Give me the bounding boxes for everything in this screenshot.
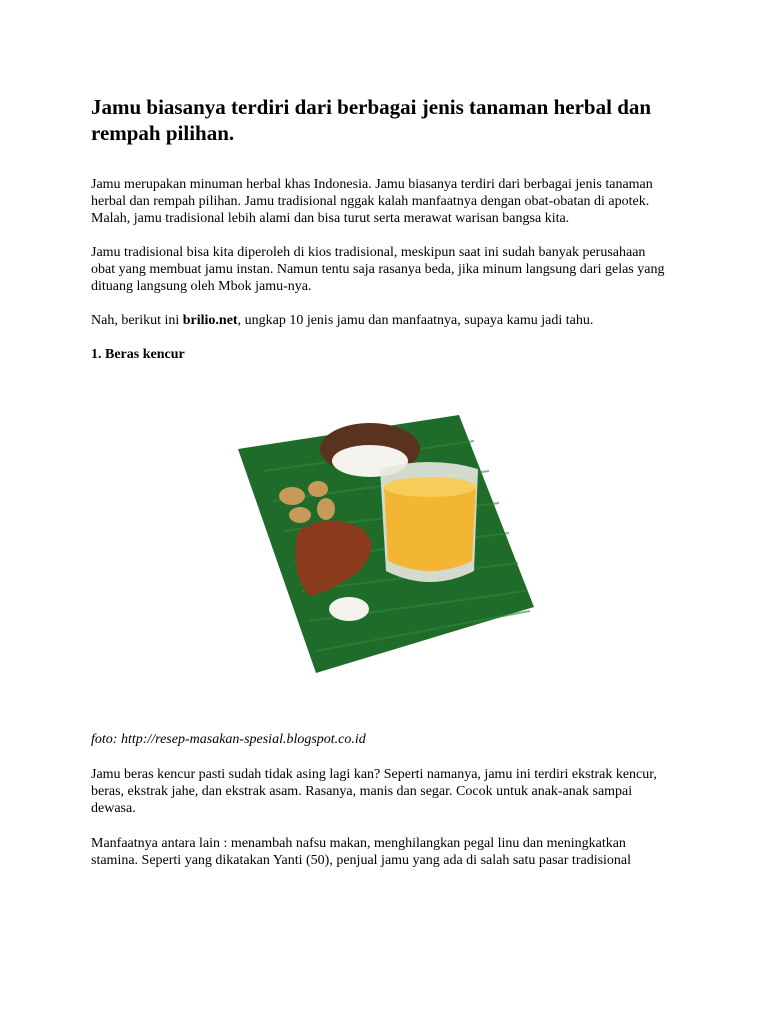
paragraph-beras-kencur: Jamu beras kencur pasti sudah tidak asing lagi kan? Seperti namanya, jamu ini terdiri ekstrak kencur, beras, ekstrak jahe, dan ekstrak asam. Rasanya, manis dan segar. Cocok untuk anak-anak sampai dewasa. bbox=[91, 767, 657, 816]
paragraph-text: Nah, berikut ini bbox=[91, 313, 183, 328]
paragraph-manfaat: Manfaatnya antara lain : menambah nafsu makan, menghilangkan pegal linu dan meningkatkan stamina. Seperti yang dikatakan Yanti (50), penjual jamu yang ada di salah satu pasar tradisional bbox=[91, 836, 632, 868]
paragraph-intro: Jamu merupakan minuman herbal khas Indonesia. Jamu biasanya terdiri dari berbagai jenis tanaman herbal dan rempah pilihan. Jamu tradisional nggak kalah manfaatnya dengan obat-obatan di apotek. Malah, jamu tradisional lebih alami dan bisa turut serta merawat warisan bangsa kita. bbox=[91, 177, 653, 226]
paragraph-list-intro bbox=[91, 312, 671, 329]
paragraph-kios: Jamu tradisional bisa kita diperoleh di kios tradisional, meskipun saat ini sudah banyak perusahaan obat yang membuat jamu instan. Namun tentu saja rasanya beda, jika minum langsung dari gelas yang dituang langsung oleh Mbok jamu-nya. bbox=[91, 245, 665, 294]
article-body bbox=[91, 94, 671, 869]
section-heading: 1. Beras kencur bbox=[91, 347, 185, 362]
photo-illustration bbox=[234, 411, 536, 676]
paragraph-text: , ungkap 10 jenis jamu dan manfaatnya, supaya kamu jadi tahu. bbox=[237, 313, 594, 328]
article-title: Jamu biasanya terdiri dari berbagai jenis tanaman herbal dan rempah pilihan. bbox=[91, 95, 652, 145]
brand-name: brilio.net bbox=[182, 313, 238, 328]
rice-scatter bbox=[329, 597, 369, 621]
photo-caption: foto: http://resep-masakan-spesial.blogspot.co.id bbox=[91, 732, 366, 747]
beras-kencur-photo bbox=[91, 411, 671, 676]
